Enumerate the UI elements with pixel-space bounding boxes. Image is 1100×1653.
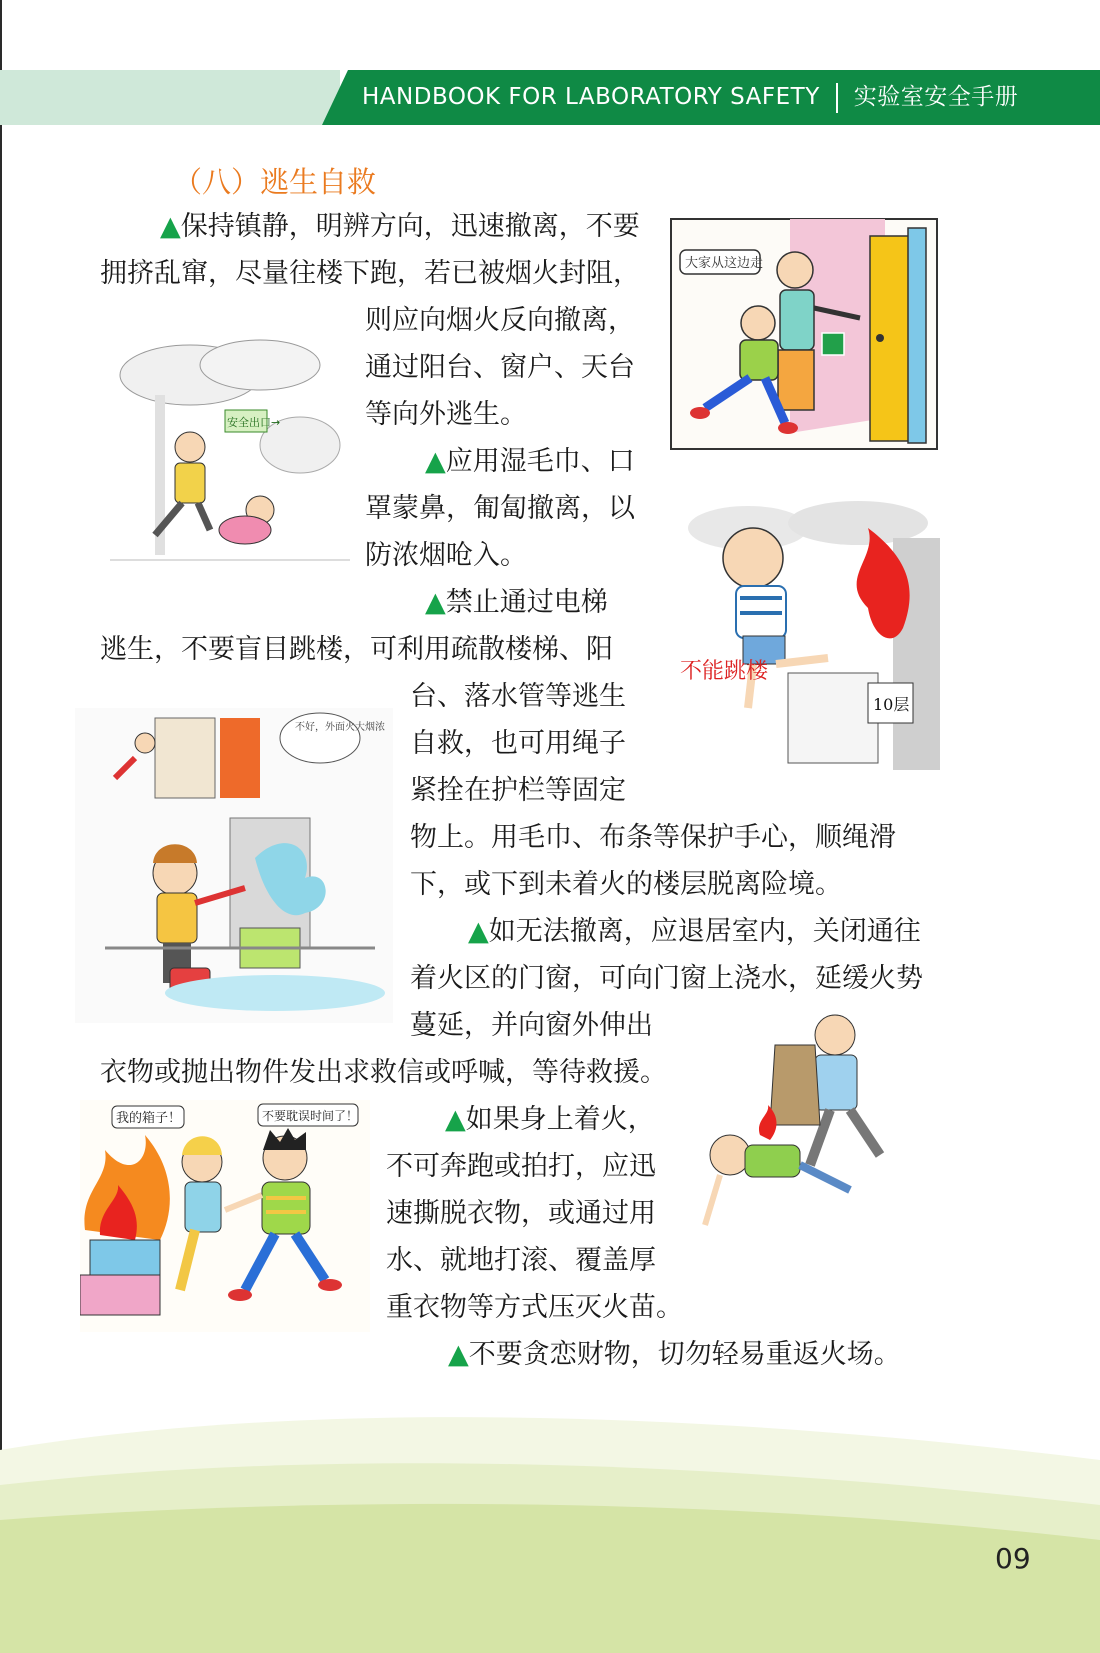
paragraph-line: 紧拴在护栏等固定 [410, 775, 626, 806]
paragraph-line: 蔓延，并向窗外伸出 [410, 1010, 653, 1041]
bullet-triangle-icon: ▲ [448, 1339, 469, 1370]
paragraph-line: 水、就地打滚、覆盖厚 [386, 1245, 656, 1276]
floor-label: 10层 [873, 695, 910, 714]
paragraph-line: 拥挤乱窜，尽量往楼下跑，若已被烟火封阻， [100, 258, 640, 289]
header-title [362, 70, 1018, 125]
paragraph-line: ▲如无法撤离，应退居室内，关闭通往 [468, 916, 921, 947]
paragraph-line: 速撕脱衣物，或通过用 [386, 1198, 656, 1229]
paragraph-line: ▲如果身上着火， [445, 1104, 655, 1135]
paragraph-line: 罩蒙鼻，匍匐撤离，以 [365, 493, 635, 524]
paragraph-line: ▲应用湿毛巾、口 [425, 446, 635, 477]
bullet-triangle-icon: ▲ [445, 1104, 466, 1135]
header-title-english: HANDBOOK FOR LABORATORY SAFETY [362, 84, 820, 110]
paragraph-line: 重衣物等方式压灭火苗。 [386, 1292, 683, 1323]
no-jump-caption: 不能跳楼 [680, 659, 769, 684]
section-title: （八）逃生自救 [173, 165, 377, 199]
bullet-triangle-icon: ▲ [468, 916, 489, 947]
paragraph-line: 等向外逃生。 [365, 399, 527, 430]
paragraph-line: 逃生，不要盲目跳楼，可利用疏散楼梯、阳 [100, 634, 613, 665]
paragraph-line: 则应向烟火反向撤离， [365, 305, 635, 336]
bullet-triangle-icon: ▲ [425, 446, 446, 477]
paragraph-line: 下，或下到未着火的楼层脱离险境。 [410, 869, 842, 900]
paragraph-line: 自救，也可用绳子 [410, 728, 626, 759]
paragraph-line: 台、落水管等逃生 [410, 681, 626, 712]
water-door-illustration [75, 708, 393, 1023]
speech-bubble-text: 大家从这边走 [685, 256, 764, 271]
paragraph-line: ▲保持镇静，明辨方向，迅速撤离，不要 [160, 211, 640, 242]
paragraph-line: ▲禁止通过电梯 [425, 587, 608, 618]
paragraph-line: 衣物或抛出物件发出求救信或呼喊，等待救援。 [100, 1057, 667, 1088]
page-number: 09 [995, 1542, 1031, 1575]
no-jumping-illustration [678, 498, 940, 770]
speech-bubble-right: 不要耽误时间了！ [262, 1109, 359, 1123]
paragraph-line: 通过阳台、窗户、天台 [365, 352, 635, 383]
leave-belongings-illustration [80, 1100, 370, 1332]
header-separator [836, 83, 838, 113]
paragraph-line: 防浓烟呛入。 [365, 540, 527, 571]
bullet-triangle-icon: ▲ [425, 587, 446, 618]
footer-wave-decoration [0, 1390, 1100, 1653]
paragraph-line: 不可奔跑或拍打，应迅 [386, 1151, 656, 1182]
speech-bubble-text: 不好，外面火大烟浓 [295, 722, 385, 733]
smoke-escape-illustration [110, 335, 350, 565]
header-band-light [0, 70, 340, 125]
paragraph-line: 着火区的门窗，可向门窗上浇水，延缓火势 [410, 963, 923, 994]
exit-sign-text: 安全出口→ [227, 416, 281, 429]
paragraph-line: 物上。用毛巾、布条等保护手心，顺绳滑 [410, 822, 896, 853]
speech-bubble-left: 我的箱子！ [116, 1111, 182, 1126]
evacuation-illustration [670, 218, 938, 450]
header-title-chinese: 实验室安全手册 [853, 84, 1019, 110]
bullet-triangle-icon: ▲ [160, 211, 181, 242]
paragraph-line: ▲不要贪恋财物，切勿轻易重返火场。 [448, 1339, 901, 1370]
clothes-fire-illustration [690, 1005, 980, 1249]
